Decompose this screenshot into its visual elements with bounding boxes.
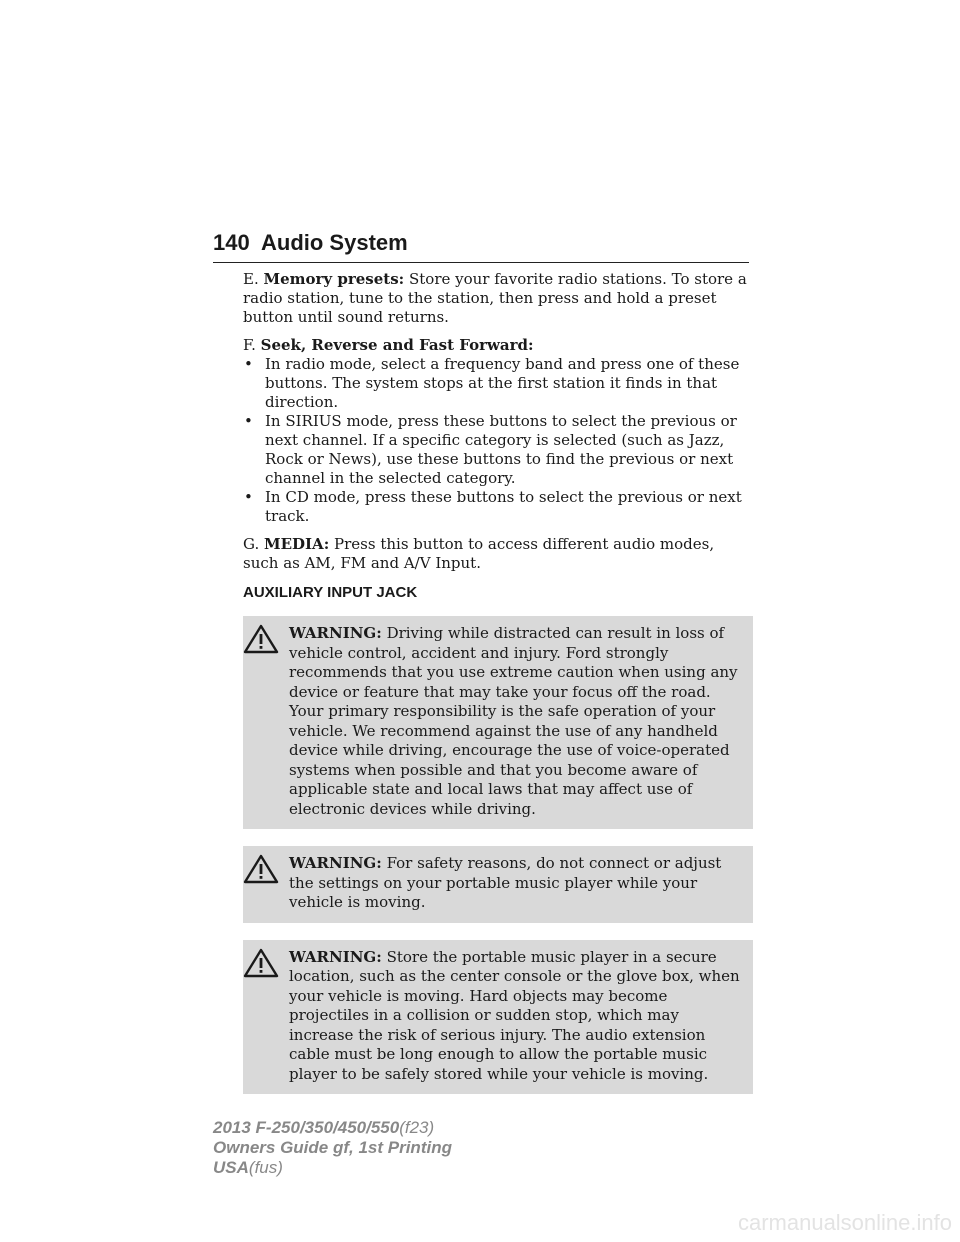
warning-label: WARNING:: [289, 624, 382, 642]
footer-market: USA: [213, 1158, 249, 1177]
warning-text: For safety reasons, do not connect or adjust the settings on your portable music player while your vehicle is moving.: [289, 854, 722, 911]
item-f-label: Seek, Reverse and Fast Forward:: [260, 336, 534, 354]
warning-box: [243, 846, 753, 923]
item-e: [243, 270, 753, 327]
item-g: [243, 535, 753, 573]
list-item: • In SIRIUS mode, press these buttons to select the previous or next channel. If a specific category is selected (such as Jazz, Rock or News), use these buttons to find the previous or next channel in the selected category.: [244, 412, 737, 487]
bullet-icon: •: [244, 355, 253, 373]
page-header: [213, 228, 749, 263]
page-footer: [213, 1118, 452, 1178]
warning-box: [243, 616, 753, 829]
list-item: • In CD mode, press these buttons to select the previous or next track.: [244, 488, 742, 525]
footer-market-code: (fus): [248, 1158, 283, 1177]
warning-triangle-icon: [243, 623, 279, 655]
page-number: 140: [213, 230, 250, 255]
item-e-label: Memory presets:: [263, 270, 405, 288]
watermark: carmanualsonline.info: [737, 1210, 952, 1235]
bullet-icon: •: [244, 412, 253, 430]
item-g-text: Press this button to access different audio modes, such as AM, FM and A/V Input.: [243, 535, 715, 572]
item-e-text: Store your favorite radio stations. To store a radio station, tune to the station, then press and hold a preset button until sound returns.: [243, 270, 747, 326]
footer-model: 2013 F-250/350/450/550: [213, 1118, 400, 1137]
warning-label: WARNING:: [289, 854, 382, 872]
footer-guide: Owners Guide gf, 1st Printing: [213, 1138, 452, 1157]
item-f-letter: F.: [243, 336, 256, 354]
footer-model-code: (f23): [399, 1118, 435, 1137]
warning-triangle-icon: [243, 947, 279, 979]
warning-text: Store the portable music player in a secure location, such as the center console or the glove box, when your vehicle is moving. Hard objects may become projectiles in a collision or sudden stop, which may increase the risk of serious injury. The audio extension cable must be long enough to allow the portable music player to be safely stored while your vehicle is moving.: [289, 947, 740, 1083]
warning-label: WARNING:: [289, 947, 382, 966]
warning-triangle-icon: [243, 853, 279, 885]
section-heading: AUXILIARY INPUT JACK: [243, 584, 418, 601]
item-g-letter: G.: [243, 535, 260, 553]
item-e-letter: E.: [243, 270, 259, 288]
page-title: Audio System: [261, 230, 408, 255]
bullet-icon: •: [244, 488, 253, 506]
item-f-bullet-list: [243, 355, 753, 526]
list-item: • In radio mode, select a frequency band and press one of these buttons. The system stops at the first station it finds in that direction.: [244, 355, 740, 411]
item-f: [243, 336, 753, 526]
warning-box: [243, 940, 753, 1095]
page-body: [243, 270, 753, 1111]
warning-text: Driving while distracted can result in loss of vehicle control, accident and injury. Ford strongly recommends that you use extreme caution when using any device or feature that may take your focus off the road. Your primary responsibility is the safe operation of your vehicle. We recommend against the use of any handheld device while driving, encourage the use of voice-operated systems when possible and that you become aware of applicable state and local laws that may affect use of electronic devices while driving.: [289, 624, 738, 818]
item-g-label: MEDIA:: [264, 535, 330, 553]
